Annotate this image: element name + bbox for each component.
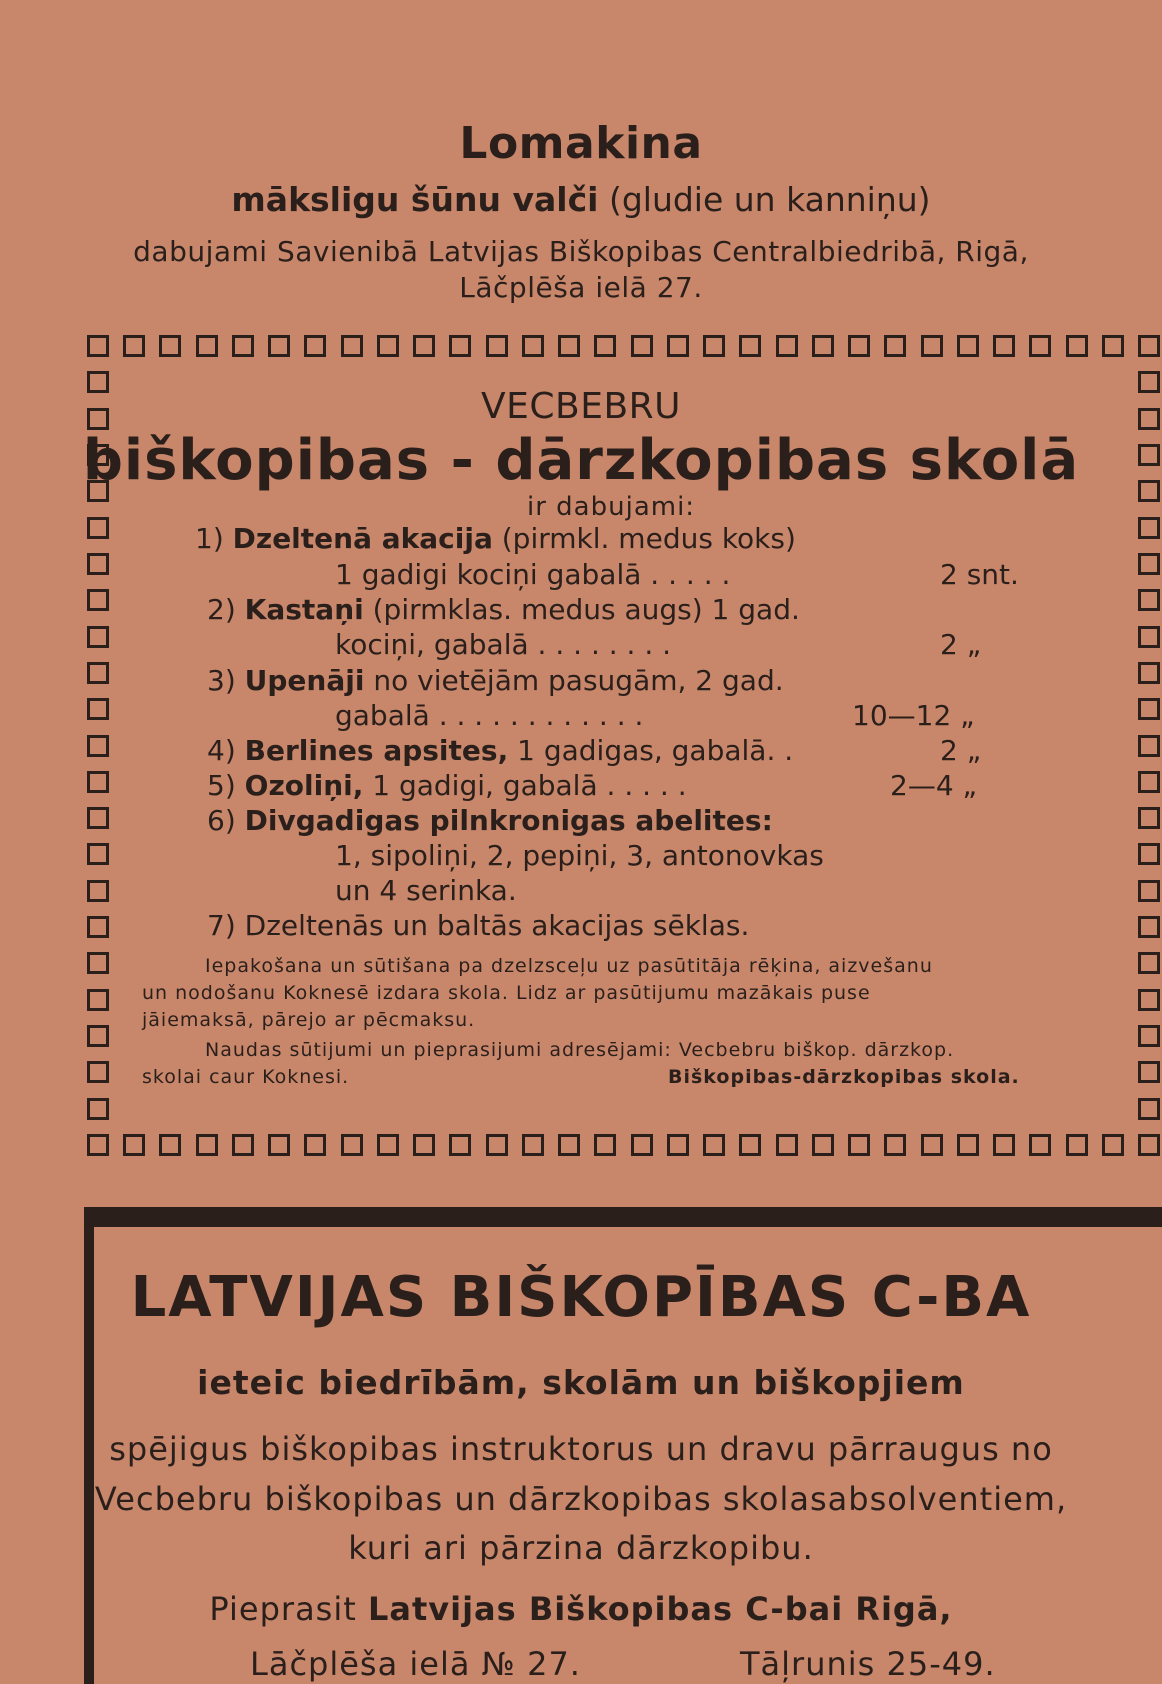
list-item-qty: 2 „ bbox=[940, 734, 982, 767]
border-square bbox=[1138, 1025, 1160, 1047]
border-square bbox=[87, 916, 109, 938]
border-square bbox=[667, 1134, 689, 1156]
border-square bbox=[921, 335, 943, 357]
list-item-detail: un 4 serinka. bbox=[335, 874, 517, 907]
border-square bbox=[196, 1134, 218, 1156]
border-square bbox=[87, 662, 109, 684]
border-square bbox=[812, 1134, 834, 1156]
border-square bbox=[486, 1134, 508, 1156]
lomakina-subtitle-rest: (gludie un kanniņu) bbox=[598, 180, 931, 219]
border-square bbox=[1138, 1061, 1160, 1083]
school-note-1: Iepakošana un sūtišana pa dzelzsceļu uz pasūtitāja rēķina, aizvešanu bbox=[205, 955, 933, 977]
border-square bbox=[558, 1134, 580, 1156]
border-square bbox=[594, 335, 616, 357]
border-square bbox=[268, 1134, 290, 1156]
school-note-5a: skolai caur Koknesi. bbox=[142, 1066, 350, 1088]
list-item-qty: 10—12 „ bbox=[852, 699, 975, 732]
list-item-detail: kociņi, gabalā . . . . . . . . bbox=[335, 628, 672, 661]
border-square bbox=[87, 698, 109, 720]
border-square bbox=[304, 335, 326, 357]
border-square bbox=[87, 1134, 109, 1156]
lomakina-subtitle-bold: māksligu šūnu valči bbox=[231, 180, 599, 219]
border-square bbox=[1138, 735, 1160, 757]
border-square bbox=[1102, 1134, 1124, 1156]
cba-phone: Tāļrunis 25-49. bbox=[740, 1645, 996, 1683]
border-square bbox=[1138, 916, 1160, 938]
school-note-2: un nodošanu Koknesē izdara skola. Lidz ar pasūtijumu mazākais puse bbox=[142, 982, 871, 1004]
border-square bbox=[1138, 807, 1160, 829]
border-square bbox=[159, 335, 181, 357]
border-square bbox=[449, 1134, 471, 1156]
border-square bbox=[304, 1134, 326, 1156]
border-square bbox=[87, 807, 109, 829]
border-square bbox=[1138, 952, 1160, 974]
border-square bbox=[87, 880, 109, 902]
border-square bbox=[667, 335, 689, 357]
cba-line-1: spējigus biškopibas instruktorus un dravu pārraugus no bbox=[109, 1430, 1053, 1468]
border-square bbox=[1138, 517, 1160, 539]
border-square bbox=[884, 335, 906, 357]
border-square bbox=[377, 1134, 399, 1156]
border-square bbox=[993, 1134, 1015, 1156]
school-intro: ir dabujami: bbox=[527, 492, 696, 522]
border-square bbox=[1138, 589, 1160, 611]
cba-line-3: kuri ari pārzina dārzkopibu. bbox=[348, 1529, 814, 1567]
border-square bbox=[268, 335, 290, 357]
school-heading-1: VECBEBRU bbox=[480, 386, 681, 427]
lomakina-line-2: Lāčplēša ielā 27. bbox=[459, 271, 703, 304]
border-square bbox=[449, 335, 471, 357]
border-square bbox=[957, 1134, 979, 1156]
border-square bbox=[1066, 335, 1088, 357]
school-heading-2: biškopibas - dārzkopibas skolā bbox=[82, 428, 1080, 493]
school-note-4: Naudas sūtijumi un pieprasijumi adresējami: Vecbebru biškop. dārzkop. bbox=[205, 1039, 955, 1061]
list-item-qty: 2—4 „ bbox=[890, 769, 978, 802]
border-square bbox=[87, 843, 109, 865]
border-square bbox=[594, 1134, 616, 1156]
border-square bbox=[957, 335, 979, 357]
border-square bbox=[232, 335, 254, 357]
border-square bbox=[848, 335, 870, 357]
school-signature: Biškopibas-dārzkopibas skola. bbox=[668, 1066, 1020, 1088]
border-square bbox=[87, 989, 109, 1011]
list-item: 4) Berlines apsites, 1 gadigas, gabalā. . bbox=[207, 734, 794, 767]
lomakina-line-1: dabujami Savienibā Latvijas Biškopibas Centralbiedribā, Rigā, bbox=[133, 235, 1029, 268]
border-square bbox=[1029, 335, 1051, 357]
border-square bbox=[703, 1134, 725, 1156]
list-item: 3) Upenāji no vietējām pasugām, 2 gad. bbox=[207, 664, 784, 697]
border-square bbox=[884, 1134, 906, 1156]
border-square bbox=[776, 335, 798, 357]
border-square bbox=[486, 335, 508, 357]
border-square bbox=[123, 1134, 145, 1156]
border-square bbox=[87, 952, 109, 974]
border-square bbox=[522, 1134, 544, 1156]
border-square bbox=[87, 1025, 109, 1047]
border-square bbox=[87, 1098, 109, 1120]
list-item-qty: 2 „ bbox=[940, 628, 982, 661]
border-square bbox=[1138, 771, 1160, 793]
border-square bbox=[558, 335, 580, 357]
border-square bbox=[123, 335, 145, 357]
border-square bbox=[341, 1134, 363, 1156]
border-square bbox=[993, 335, 1015, 357]
border-square bbox=[159, 1134, 181, 1156]
border-square bbox=[1138, 553, 1160, 575]
list-item: 2) Kastaņi (pirmklas. medus augs) 1 gad. bbox=[207, 593, 800, 626]
border-square bbox=[87, 1061, 109, 1083]
border-square bbox=[87, 335, 109, 357]
border-square bbox=[196, 335, 218, 357]
list-item: 1) Dzeltenā akacija (pirmkl. medus koks) bbox=[195, 522, 796, 555]
border-square bbox=[921, 1134, 943, 1156]
border-square bbox=[1138, 989, 1160, 1011]
border-square bbox=[1138, 843, 1160, 865]
border-square bbox=[87, 553, 109, 575]
border-square bbox=[776, 1134, 798, 1156]
list-item-detail: 1 gadigi kociņi gabalā . . . . . bbox=[335, 558, 731, 591]
border-square bbox=[739, 1134, 761, 1156]
lomakina-subtitle bbox=[0, 180, 1162, 219]
border-square bbox=[631, 1134, 653, 1156]
list-item: 5) Ozoliņi, 1 gadigi, gabalā . . . . . bbox=[207, 769, 687, 802]
school-note-3: jāiemaksā, pārejo ar pēcmaksu. bbox=[142, 1009, 476, 1031]
border-square bbox=[87, 589, 109, 611]
cba-title: LATVIJAS BIŠKOPĪBAS C-BA bbox=[130, 1265, 1032, 1330]
border-square bbox=[1138, 626, 1160, 648]
cba-line-4: Pieprasit Latvijas Biškopibas C-bai Rigā, bbox=[209, 1590, 953, 1628]
border-square bbox=[413, 1134, 435, 1156]
border-square bbox=[631, 335, 653, 357]
lomakina-title: Lomakina bbox=[459, 118, 703, 169]
border-square bbox=[87, 735, 109, 757]
border-square bbox=[1066, 1134, 1088, 1156]
border-square bbox=[232, 1134, 254, 1156]
list-item-detail: gabalā . . . . . . . . . . . . bbox=[335, 699, 644, 732]
list-item-qty: 2 snt. bbox=[940, 558, 1019, 591]
list-item-detail: 1, sipoliņi, 2, pepiņi, 3, antonovkas bbox=[335, 839, 824, 872]
border-square bbox=[87, 517, 109, 539]
list-item: 7) Dzeltenās un baltās akacijas sēklas. bbox=[207, 909, 750, 942]
border-square bbox=[1138, 698, 1160, 720]
border-square bbox=[812, 335, 834, 357]
top-rule bbox=[84, 1207, 1162, 1227]
border-square bbox=[1138, 1098, 1160, 1120]
list-item: 6) Divgadigas pilnkronigas abelites: bbox=[207, 804, 773, 837]
border-square bbox=[848, 1134, 870, 1156]
border-square bbox=[87, 771, 109, 793]
border-square bbox=[87, 626, 109, 648]
border-square bbox=[522, 335, 544, 357]
cba-recommendation: ieteic biedrībām, skolām un biškopjiem bbox=[197, 1363, 965, 1402]
border-square bbox=[341, 335, 363, 357]
border-square bbox=[413, 335, 435, 357]
border-square bbox=[377, 335, 399, 357]
border-square bbox=[703, 335, 725, 357]
cba-address: Lāčplēša ielā № 27. bbox=[250, 1645, 581, 1683]
border-square bbox=[1102, 335, 1124, 357]
border-square bbox=[1138, 880, 1160, 902]
border-square bbox=[1138, 335, 1160, 357]
border-square bbox=[739, 335, 761, 357]
border-square bbox=[1138, 1134, 1160, 1156]
border-square bbox=[1029, 1134, 1051, 1156]
cba-line-2: Vecbebru biškopibas un dārzkopibas skolasabsolventiem, bbox=[94, 1480, 1068, 1518]
border-square bbox=[1138, 662, 1160, 684]
